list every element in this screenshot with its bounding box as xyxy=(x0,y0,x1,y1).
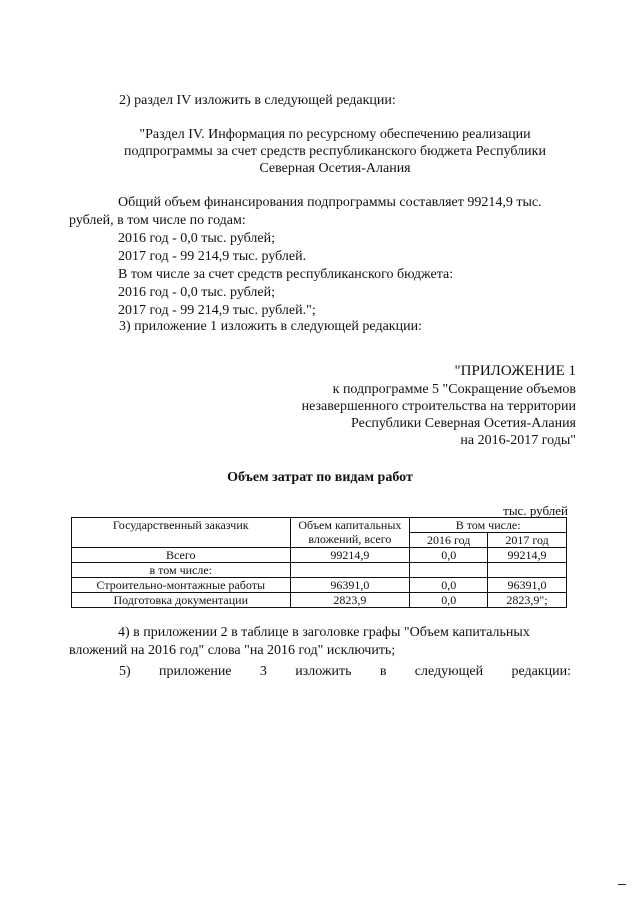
section-title-line: Северная Осетия-Алания xyxy=(259,161,411,176)
section-title xyxy=(90,126,580,177)
header-including: В том числе: xyxy=(410,518,567,533)
table-cell: Подготовка документации xyxy=(72,593,291,608)
table-cell: 2823,9"; xyxy=(488,593,567,608)
body-line: вложений на 2016 год" слова "на 2016 год" исключить; xyxy=(69,643,396,658)
paragraph-3: 3) приложение 1 изложить в следующей редакции: xyxy=(119,319,422,334)
costs-table xyxy=(71,517,567,608)
table-cell: 96391,0 xyxy=(488,578,567,593)
body-line: 2016 год - 0,0 тыс. рублей; xyxy=(118,231,276,246)
word: приложение xyxy=(159,664,232,679)
body-line: рублей, в том числе по годам: xyxy=(69,213,246,228)
header-volume: Объем капитальных вложений, всего xyxy=(290,518,410,548)
table-row xyxy=(72,578,567,593)
table-header-row xyxy=(72,518,567,533)
table-cell: 0,0 xyxy=(410,578,488,593)
table-cell: Строительно-монтажные работы xyxy=(72,578,291,593)
word: следующей xyxy=(414,664,484,679)
table-cell: 2823,9 xyxy=(290,593,410,608)
word: 3 xyxy=(259,664,267,679)
word: изложить xyxy=(295,664,352,679)
body-line: 2017 год - 99 214,9 тыс. рублей. xyxy=(118,249,307,264)
word: редакции: xyxy=(511,664,571,679)
table-cell: в том числе: xyxy=(72,563,291,578)
section-title-line: подпрограммы за счет средств республиканского бюджета Республики xyxy=(124,144,546,159)
table-cell xyxy=(410,563,488,578)
appendix-line: к подпрограмме 5 "Сокращение объемов xyxy=(332,382,576,397)
word: 5) xyxy=(119,664,131,679)
table-cell: 99214,9 xyxy=(290,548,410,563)
section-title-line: "Раздел IV. Информация по ресурсному обеспечению реализации xyxy=(139,127,531,142)
body-line: Общий объем финансирования подпрограммы составляет 99214,9 тыс. xyxy=(118,195,542,210)
table-row xyxy=(72,593,567,608)
funding-paragraph xyxy=(69,194,574,320)
table-cell xyxy=(290,563,410,578)
header-2016: 2016 год xyxy=(410,533,488,548)
table-cell: 0,0 xyxy=(410,548,488,563)
appendix-line: незавершенного строительства на территории xyxy=(301,399,576,414)
appendix-header xyxy=(302,363,576,449)
appendix-line: Республики Северная Осетия-Алания xyxy=(351,416,576,431)
body-line: 4) в приложении 2 в таблице в заголовке графы "Объем капитальных xyxy=(118,625,530,640)
table-cell: Всего xyxy=(72,548,291,563)
appendix-title: "ПРИЛОЖЕНИЕ 1 xyxy=(454,363,576,379)
table-cell: 0,0 xyxy=(410,593,488,608)
table-cell xyxy=(488,563,567,578)
table-cell: 99214,9 xyxy=(488,548,567,563)
word: в xyxy=(379,664,387,679)
body-line: В том числе за счет средств республиканского бюджета: xyxy=(118,267,454,282)
appendix-line: на 2016-2017 годы" xyxy=(460,433,576,448)
table-row xyxy=(72,548,567,563)
table-title: Объем затрат по видам работ xyxy=(227,470,413,485)
paragraph-2: 2) раздел IV изложить в следующей редакции: xyxy=(119,93,396,108)
scan-mark xyxy=(618,884,626,885)
units-label: тыс. рублей xyxy=(503,503,568,518)
body-line: 2017 год - 99 214,9 тыс. рублей."; xyxy=(118,303,316,318)
table-cell: 96391,0 xyxy=(290,578,410,593)
paragraph-4 xyxy=(69,624,574,660)
paragraph-5 xyxy=(119,664,571,680)
body-line: 2016 год - 0,0 тыс. рублей; xyxy=(118,285,276,300)
table-row xyxy=(72,563,567,578)
header-customer: Государственный заказчик xyxy=(72,518,291,548)
header-2017: 2017 год xyxy=(488,533,567,548)
